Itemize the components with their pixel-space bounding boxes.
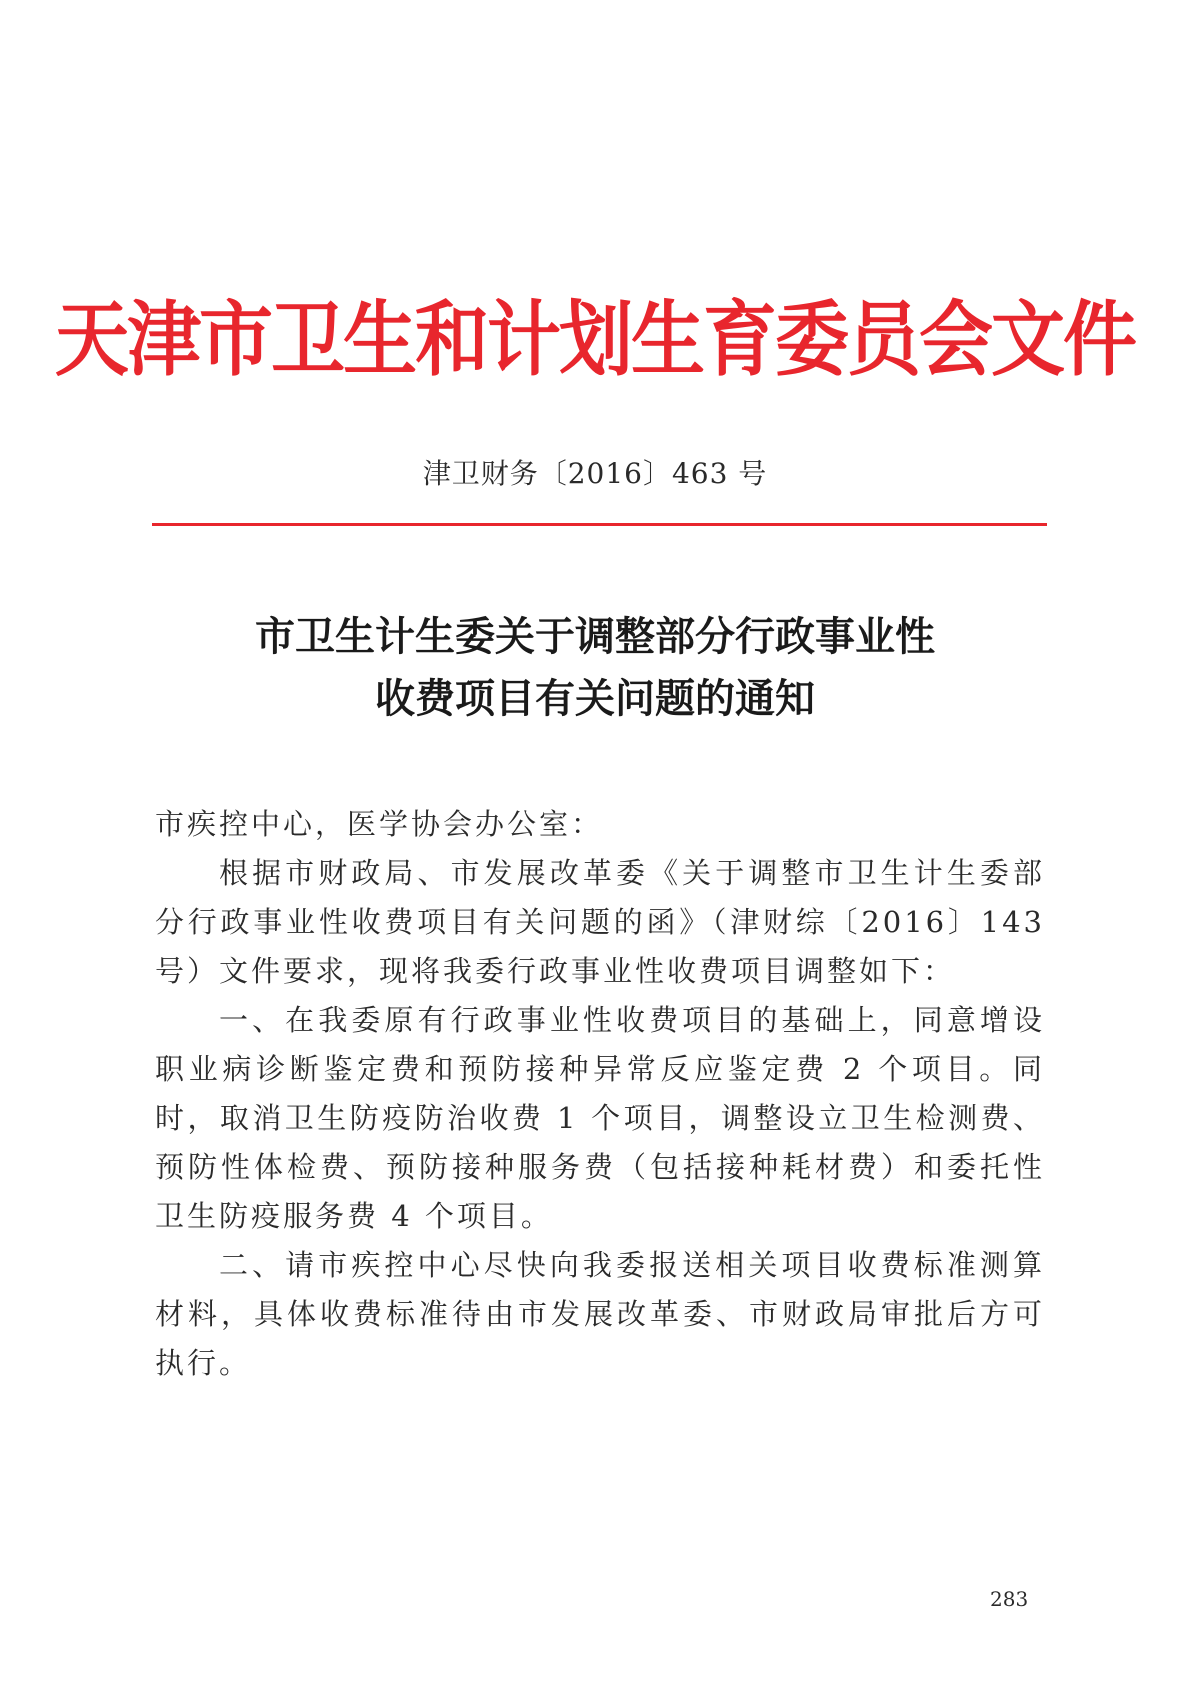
notice-body — [155, 800, 1045, 1388]
notice-title-line-1: 市卫生计生委关于调整部分行政事业性 — [255, 613, 935, 660]
notice-title-line-2: 收费项目有关问题的通知 — [375, 675, 815, 722]
document-number: 津卫财务〔2016〕463 号 — [422, 457, 768, 490]
body-paragraph-1: 根据市财政局、市发展改革委《关于调整市卫生计生委部分行政事业性收费项目有关问题的函》（津财综〔2016〕143 号）文件要求，现将我委行政事业性收费项目调整如下： — [155, 856, 1045, 988]
body-paragraph-3: 二、请市疾控中心尽快向我委报送相关项目收费标准测算材料，具体收费标准待由市发展改革委、市财政局审批后方可执行。 — [155, 1248, 1045, 1380]
notice-title — [0, 606, 1190, 730]
red-divider-line — [152, 523, 1047, 526]
body-paragraph-2: 一、在我委原有行政事业性收费项目的基础上，同意增设职业病诊断鉴定费和预防接种异常反应鉴定费 2 个项目。同时，取消卫生防疫防治收费 1 个项目，调整设立卫生检测费、预防性体检费、预防接种服务费（包括接种耗材费）和委托性卫生防疫服务费 4 个项目。 — [155, 1003, 1045, 1233]
masthead-title: 天津市卫生和计划生育委员会文件 — [55, 292, 1135, 388]
page-number: 283 — [990, 1587, 1029, 1611]
salutation: 市疾控中心，医学协会办公室： — [155, 807, 604, 841]
